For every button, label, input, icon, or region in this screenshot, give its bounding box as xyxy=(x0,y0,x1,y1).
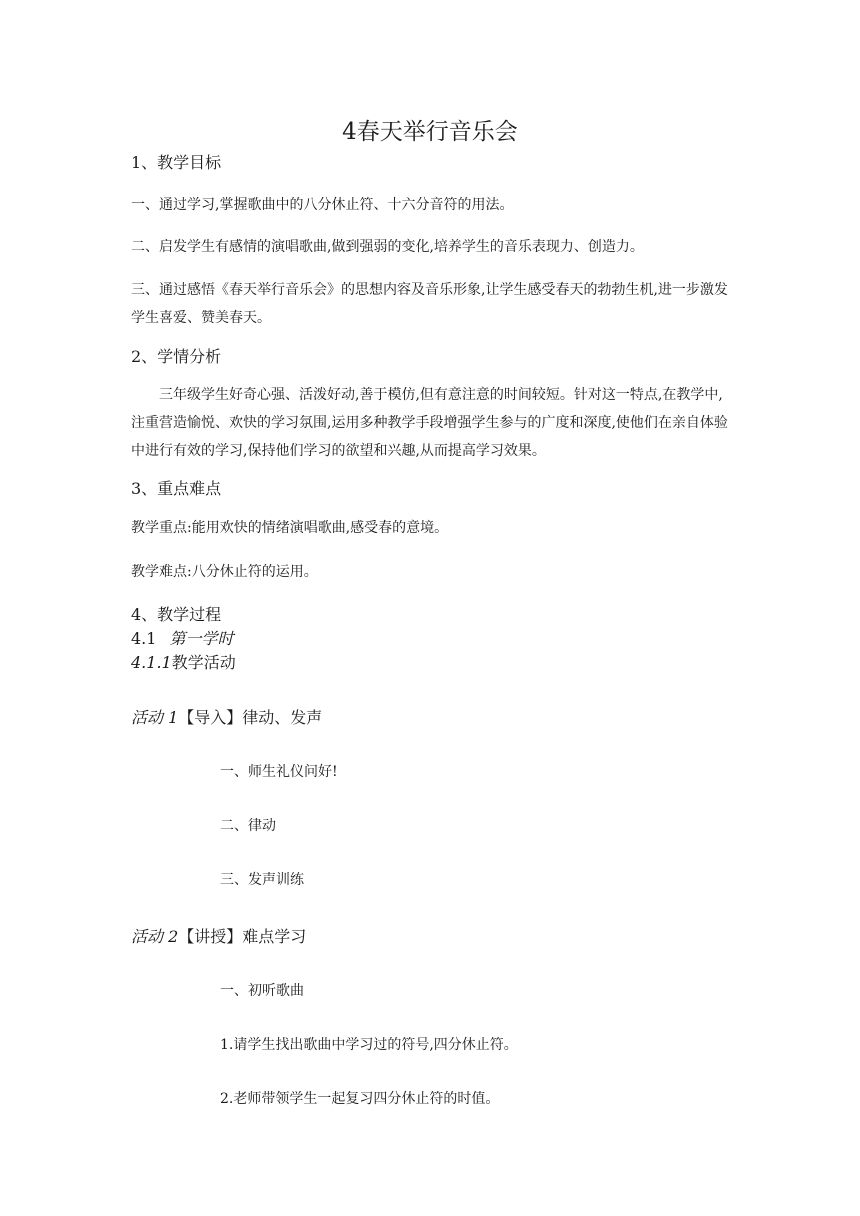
difficulty-text: 教学难点:八分休止符的运用。 xyxy=(131,564,318,580)
section-heading-objectives: 1、教学目标 xyxy=(131,153,222,172)
lesson-heading xyxy=(131,626,234,649)
activities-label: 教学活动 xyxy=(171,653,236,672)
section-heading-analysis: 2、学情分析 xyxy=(131,347,222,366)
analysis-paragraph: 三年级学生好奇心强、活泼好动,善于模仿,但有意注意的时间较短。针对这一特点,在教学中,注重营造愉悦、欢快的学习氛围,运用多种教学手段增强学生参与的广度和深度,使他们在亲自体验中进行有效的学习,保持他们学习的欲望和兴趣,从而提高学习效果。 xyxy=(131,387,728,459)
activity-step: 一、师生礼仪问好! xyxy=(220,764,338,780)
activity-step: 1.请学生找出歌曲中学习过的符号,四分休止符。 xyxy=(220,1037,518,1053)
section-heading-key-points: 3、重点难点 xyxy=(131,479,222,498)
activity-step: 一、初听歌曲 xyxy=(220,983,304,999)
activities-number: 4.1.1 xyxy=(131,653,172,672)
lesson-number: 4.1 xyxy=(131,629,157,648)
activity-1-heading xyxy=(131,705,322,728)
document-title: 4春天举行音乐会 xyxy=(342,119,518,145)
activity-step: 2.老师带领学生一起复习四分休止符的时值。 xyxy=(220,1091,500,1107)
objective-item: 三、通过感悟《春天举行音乐会》的思想内容及音乐形象,让学生感受春天的勃勃生机,进一步激发学生喜爱、赞美春天。 xyxy=(131,282,728,326)
objective-item: 一、通过学习,掌握歌曲中的八分休止符、十六分音符的用法。 xyxy=(131,197,514,213)
activity-2-prefix: 活动 2 xyxy=(131,927,179,946)
activity-1-prefix: 活动 1 xyxy=(131,708,179,727)
activity-step: 二、律动 xyxy=(220,818,276,834)
activity-2-title: 【讲授】难点学习 xyxy=(178,927,307,946)
activities-heading xyxy=(131,650,236,673)
activity-step: 三、发声训练 xyxy=(220,872,304,888)
activity-1-title: 【导入】律动、发声 xyxy=(178,708,323,727)
key-point-text: 教学重点:能用欢快的情绪演唱歌曲,感受春的意境。 xyxy=(131,520,449,536)
activity-2-heading xyxy=(131,924,306,947)
lesson-label: 第一学时 xyxy=(169,629,234,648)
objective-item: 二、启发学生有感情的演唱歌曲,做到强弱的变化,培养学生的音乐表现力、创造力。 xyxy=(131,239,644,255)
section-heading-process: 4、教学过程 xyxy=(131,605,222,624)
